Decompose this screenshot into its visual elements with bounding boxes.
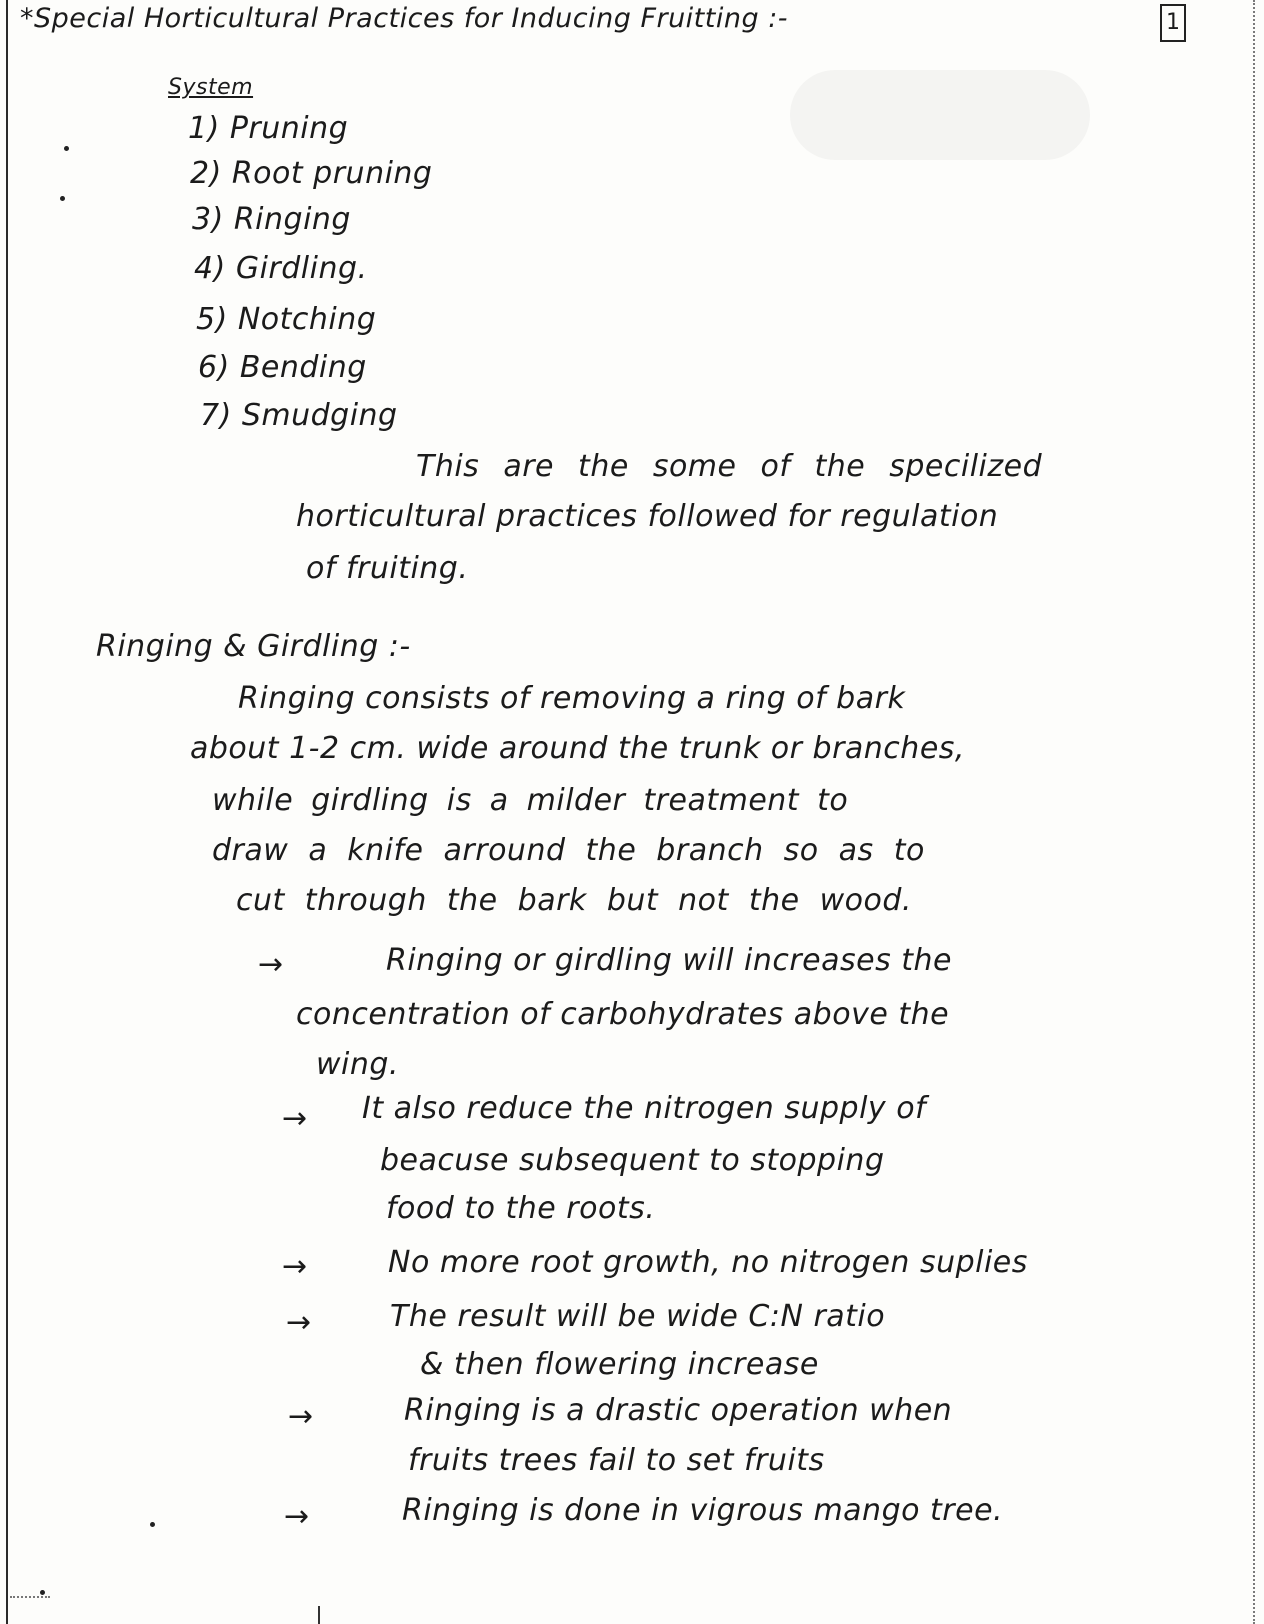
arrow-bullet: → (288, 1399, 314, 1434)
bottom-pen-mark (318, 1606, 320, 1624)
contents-item: 7) Smudging (200, 398, 398, 433)
arrow-bullet: → (284, 1499, 310, 1534)
page-number-box: 1 (1160, 4, 1186, 42)
right-edge-dots (1253, 0, 1255, 1624)
stray-dot (150, 1522, 155, 1527)
point-line: It also reduce the nitrogen supply of (362, 1091, 927, 1126)
title-asterisk: * (20, 3, 34, 34)
definition-line: about 1-2 cm. wide around the trunk or branches, (190, 731, 965, 766)
point-line: concentration of carbohydrates above the (296, 997, 950, 1032)
definition-line: Ringing consists of removing a ring of bark (238, 681, 906, 716)
point-line: No more root growth, no nitrogen suplies (388, 1245, 1028, 1280)
point-line: Ringing or girdling will increases the (386, 943, 952, 978)
point-line: food to the roots. (386, 1191, 656, 1226)
definition-line: while girdling is a milder treatment to (212, 783, 849, 818)
bottom-dot-trail (10, 1596, 50, 1598)
contents-item: 2) Root pruning (190, 156, 433, 191)
contents-heading: System (168, 75, 254, 100)
point-line: beacuse subsequent to stopping (380, 1143, 885, 1178)
point-line: wing. (316, 1047, 399, 1082)
stray-dot (64, 146, 69, 151)
left-margin-line (6, 0, 8, 1624)
definition-line: draw a knife arround the branch so as to (212, 833, 925, 868)
contents-item: 5) Notching (196, 302, 377, 337)
intro-line: horticultural practices followed for regulation (296, 499, 999, 534)
contents-item: 1) Pruning (188, 111, 349, 146)
section-heading: Ringing & Girdling :- (96, 629, 411, 664)
arrow-bullet: → (282, 1101, 308, 1136)
contents-item: 3) Ringing (192, 202, 351, 237)
arrow-bullet: → (258, 947, 284, 982)
arrow-bullet: → (282, 1249, 308, 1284)
point-line: Ringing is done in vigrous mango tree. (402, 1493, 1004, 1528)
intro-line: of fruiting. (306, 551, 469, 586)
contents-item: 6) Bending (198, 350, 367, 385)
point-line: fruits trees fail to set fruits (408, 1443, 825, 1478)
definition-line: cut through the bark but not the wood. (236, 883, 912, 918)
page-title-line (20, 4, 1150, 34)
stray-dot (40, 1590, 45, 1595)
point-line: The result will be wide C:N ratio (390, 1299, 886, 1334)
arrow-bullet: → (286, 1305, 312, 1340)
intro-line: This are the some of the specilized (416, 449, 1043, 484)
point-line: Ringing is a drastic operation when (404, 1393, 953, 1428)
point-line: & then flowering increase (420, 1347, 819, 1382)
paper-smudge (790, 70, 1090, 160)
page-title: Special Horticultural Practices for Inducing Fruitting :- (34, 3, 789, 34)
contents-item: 4) Girdling. (194, 251, 368, 286)
stray-dot (60, 196, 65, 201)
